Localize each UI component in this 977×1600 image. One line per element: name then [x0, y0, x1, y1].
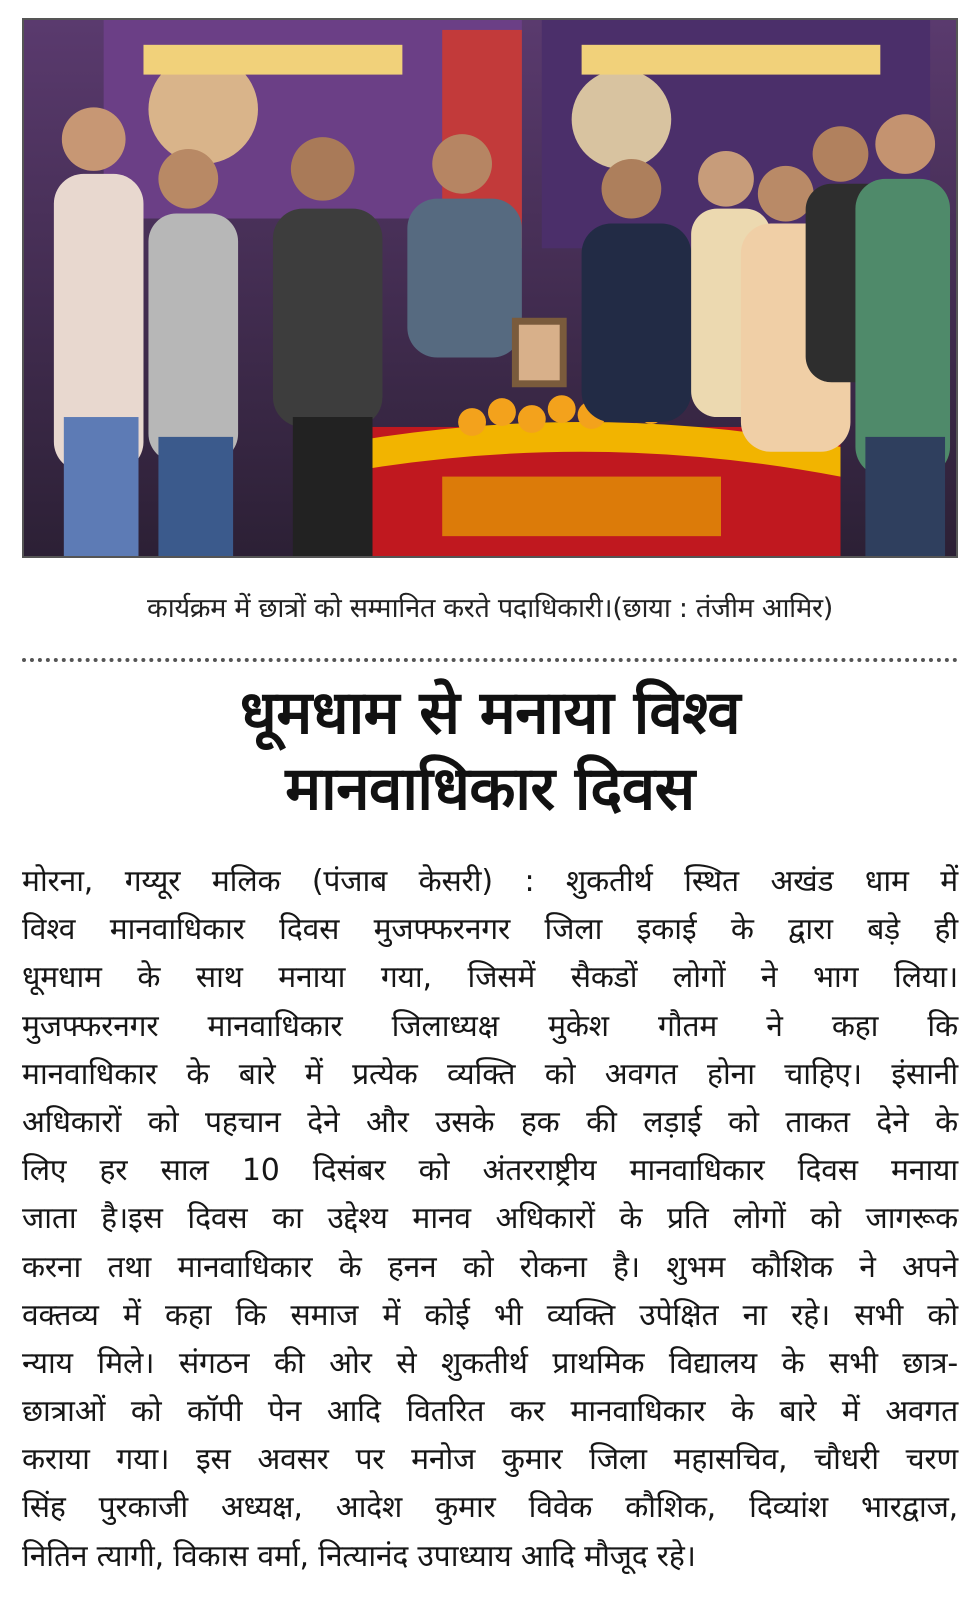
headline-line-2: मानवाधिकार दिवस: [285, 754, 695, 824]
article-line: सिंह पुरकाजी अध्यक्ष, आदेश कुमार विवेक कौशिक, दिव्यांश भारद्वाज,: [22, 1490, 958, 1526]
news-photo: [22, 18, 958, 558]
headline: [22, 675, 958, 827]
article-line: मुजफ्फरनगर मानवाधिकार जिलाध्यक्ष मुकेश गौतम ने कहा कि: [22, 1008, 958, 1044]
article-line: धूमधाम के साथ मनाया गया, जिसमें सैकडों लोगों ने भाग लिया।: [22, 960, 958, 996]
article-line: न्याय मिले। संगठन की ओर से शुकतीर्थ प्राथमिक विद्यालय के सभी छात्र-: [22, 1345, 958, 1381]
photo-caption: कार्यक्रम में छात्रों को सम्मानित करते पदाधिकारी।(छाया : तंजीम आमिर): [147, 593, 833, 624]
article-body: [22, 858, 958, 1581]
headline-line-1: धूमधाम से मनाया विश्व: [239, 678, 741, 748]
article-line: छात्राओं को कॉपी पेन आदि वितरित कर मानवाधिकार के बारे में अवगत: [22, 1394, 958, 1430]
article-line: नितिन त्यागी, विकास वर्मा, नित्यानंद उपाध्याय आदि मौजूद रहे।: [22, 1538, 696, 1574]
article-line: लिए हर साल 10 दिसंबर को अंतरराष्ट्रीय मानवाधिकार दिवस मनाया: [22, 1153, 958, 1189]
dotted-divider: [22, 658, 958, 662]
article-line: मोरना, गय्यूर मलिक (पंजाब केसरी) : शुकतीर्थ स्थित अखंड धाम में: [22, 864, 958, 899]
article-line: कराया गया। इस अवसर पर मनोज कुमार जिला महासचिव, चौधरी चरण: [22, 1442, 958, 1478]
article-line: करना तथा मानवाधिकार के हनन को रोकना है। शुभम कौशिक ने अपने: [22, 1249, 958, 1285]
article-line: विश्व मानवाधिकार दिवस मुजफ्फरनगर जिला इकाई के द्वारा बड़े ही: [22, 912, 958, 948]
article-line: वक्तव्य में कहा कि समाज में कोई भी व्यक्ति उपेक्षित ना रहे। सभी को: [22, 1297, 958, 1333]
article-line: जाता है।इस दिवस का उद्देश्य मानव अधिकारों के प्रति लोगों को जागरूक: [22, 1201, 958, 1237]
photo-image: [24, 20, 956, 556]
article-line: अधिकारों को पहचान देने और उसके हक की लड़ाई को ताकत देने के: [22, 1104, 958, 1140]
article-line: मानवाधिकार के बारे में प्रत्येक व्यक्ति को अवगत होना चाहिए। इंसानी: [22, 1056, 958, 1092]
